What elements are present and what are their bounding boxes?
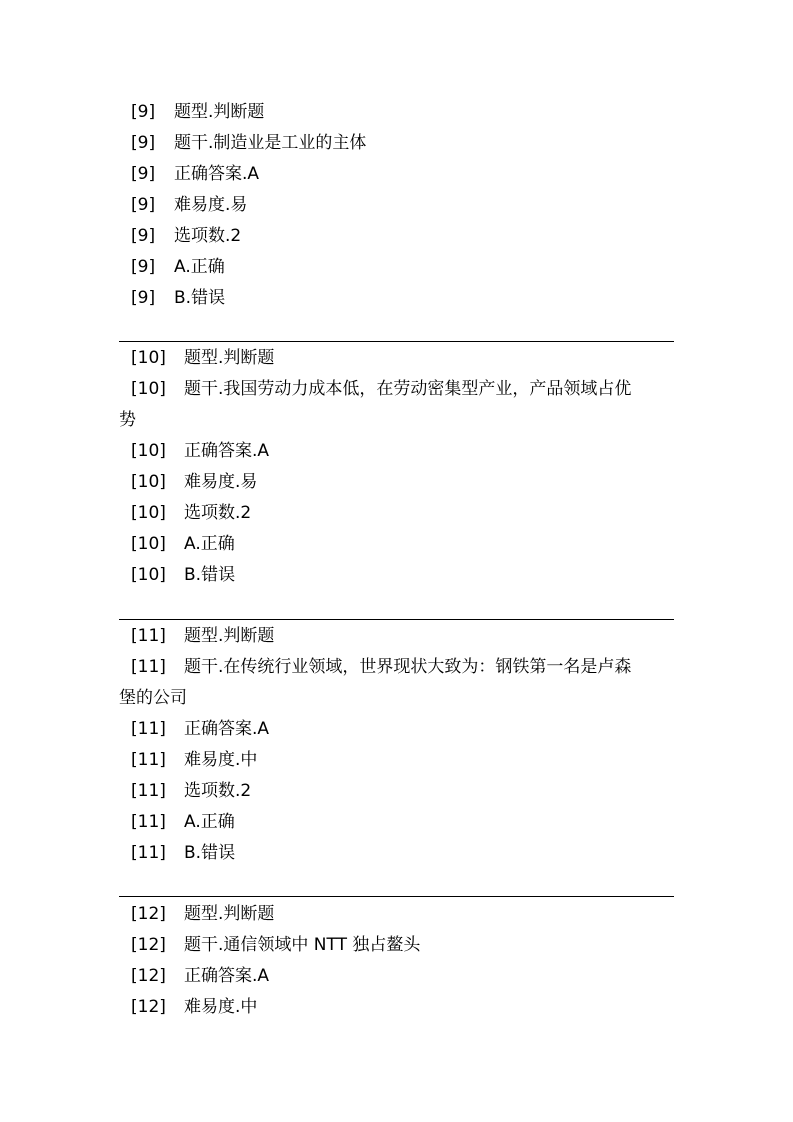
question-line	[119, 97, 674, 128]
option-a: A.正确	[184, 534, 235, 554]
question-type: 题型.判断题	[184, 348, 275, 368]
question-line	[119, 961, 674, 992]
correct-answer: 正确答案.A	[174, 164, 260, 184]
option-b: B.错误	[174, 288, 226, 308]
question-line	[119, 621, 674, 652]
question-stem: 题干.通信领域中 NTT 独占鳌头	[184, 935, 421, 955]
question-line	[119, 467, 674, 498]
question-number: [9]	[131, 195, 156, 215]
question-number: [9]	[131, 133, 156, 153]
question-line	[119, 343, 674, 374]
question-block-9	[119, 97, 674, 314]
question-stem: 题干.制造业是工业的主体	[174, 133, 367, 153]
question-line	[119, 159, 674, 190]
option-count: 选项数.2	[184, 503, 252, 523]
question-line	[119, 374, 674, 405]
question-line	[119, 745, 674, 776]
question-block-12	[119, 899, 674, 1023]
question-number: [12]	[131, 904, 166, 924]
question-line	[119, 652, 674, 683]
question-number: [11]	[131, 812, 166, 832]
question-number: [12]	[131, 935, 166, 955]
question-number: [10]	[131, 565, 166, 585]
question-number: [11]	[131, 750, 166, 770]
question-number: [11]	[131, 626, 166, 646]
question-number: [9]	[131, 257, 156, 277]
question-line	[119, 221, 674, 252]
option-count: 选项数.2	[184, 781, 252, 801]
question-number: [11]	[131, 657, 166, 677]
question-number: [10]	[131, 348, 166, 368]
question-line	[119, 714, 674, 745]
question-number: [9]	[131, 164, 156, 184]
question-stem-continuation: 堡的公司	[119, 688, 187, 708]
difficulty: 难易度.中	[184, 750, 258, 770]
question-number: [9]	[131, 102, 156, 122]
option-a: A.正确	[174, 257, 225, 277]
question-line	[119, 190, 674, 221]
question-line	[119, 436, 674, 467]
question-number: [10]	[131, 441, 166, 461]
option-a: A.正确	[184, 812, 235, 832]
question-number: [12]	[131, 997, 166, 1017]
question-line	[119, 776, 674, 807]
question-stem-continuation: 势	[119, 410, 136, 430]
question-block-10	[119, 343, 674, 591]
question-line	[119, 252, 674, 283]
question-line	[119, 283, 674, 314]
difficulty: 难易度.易	[184, 472, 258, 492]
difficulty: 难易度.中	[184, 997, 258, 1017]
question-stem: 题干.我国劳动力成本低，在劳动密集型产业，产品领域占优	[184, 379, 632, 399]
question-stem: 题干.在传统行业领域，世界现状大致为：钢铁第一名是卢森	[184, 657, 632, 677]
correct-answer: 正确答案.A	[184, 719, 270, 739]
question-line	[119, 128, 674, 159]
question-line	[119, 560, 674, 591]
question-block-11	[119, 621, 674, 869]
question-type: 题型.判断题	[184, 904, 275, 924]
question-number: [11]	[131, 781, 166, 801]
correct-answer: 正确答案.A	[184, 441, 270, 461]
question-number: [10]	[131, 534, 166, 554]
question-number: [9]	[131, 226, 156, 246]
question-type: 题型.判断题	[184, 626, 275, 646]
question-line	[119, 899, 674, 930]
question-line	[119, 807, 674, 838]
question-line	[119, 529, 674, 560]
option-count: 选项数.2	[174, 226, 242, 246]
question-line	[119, 992, 674, 1023]
question-number: [12]	[131, 966, 166, 986]
question-line	[119, 498, 674, 529]
difficulty: 难易度.易	[174, 195, 248, 215]
question-number: [10]	[131, 472, 166, 492]
question-number: [9]	[131, 288, 156, 308]
question-number: [11]	[131, 719, 166, 739]
option-b: B.错误	[184, 565, 236, 585]
divider	[119, 896, 674, 897]
divider	[119, 341, 674, 342]
question-number: [10]	[131, 503, 166, 523]
question-number: [11]	[131, 843, 166, 863]
divider	[119, 619, 674, 620]
question-type: 题型.判断题	[174, 102, 265, 122]
question-number: [10]	[131, 379, 166, 399]
question-line	[119, 930, 674, 961]
correct-answer: 正确答案.A	[184, 966, 270, 986]
option-b: B.错误	[184, 843, 236, 863]
question-line	[119, 838, 674, 869]
